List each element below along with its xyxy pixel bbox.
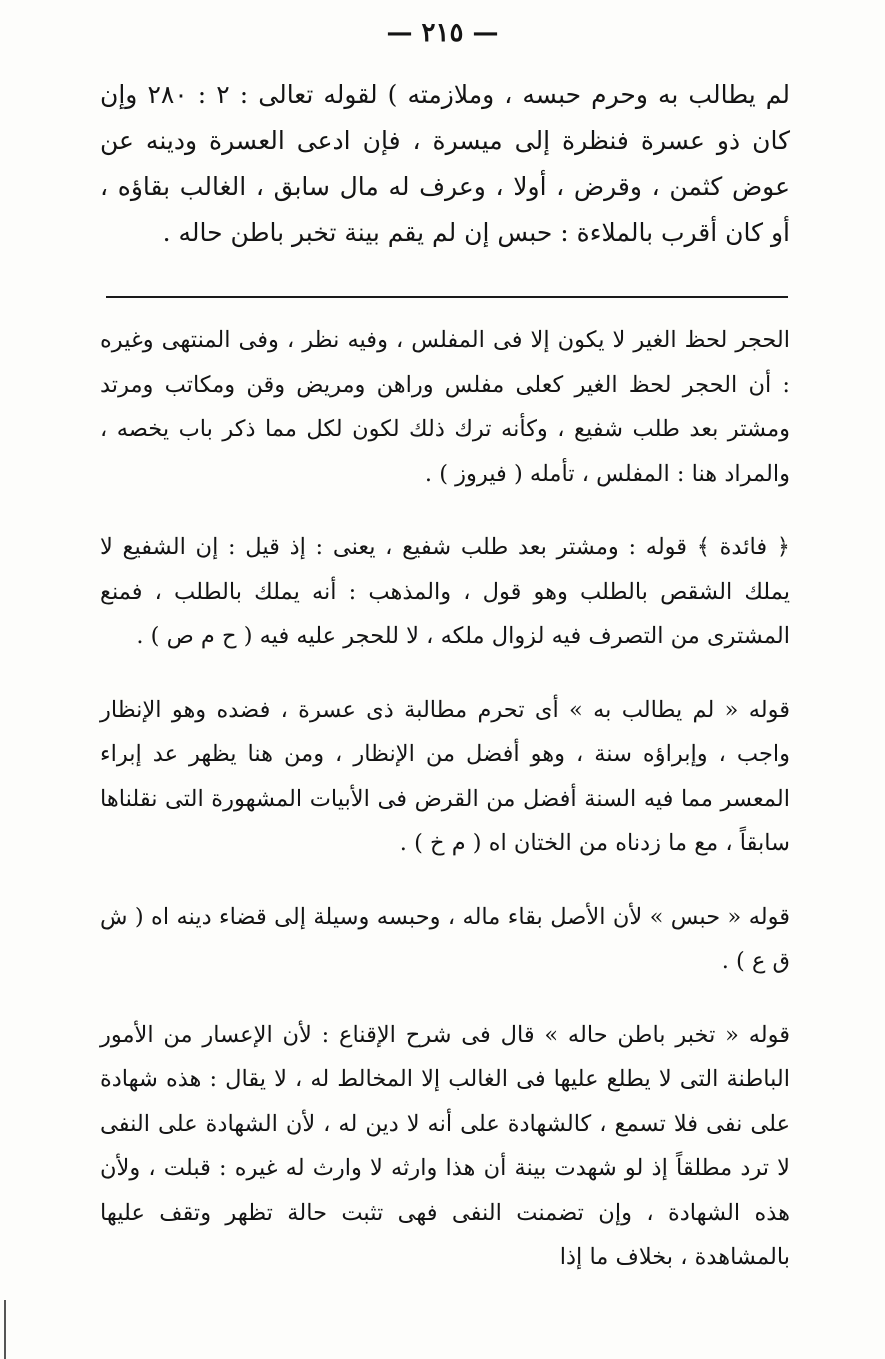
main-text: لم يطالب به وحرم حبسه ، وملازمته ) لقوله تعالى : ٢ : ٢٨٠ وإن كان ذو عسرة فنظرة إلى ميسرة ، فإن ادعى العسرة ودينه عن عوض كثمن ، وقرض ، أولا ، وعرف له مال سابق ، الغالب بقاؤه ، أو كان أقرب بالملاءة : حبس إن لم يقم بينة تخبر باطن حاله .	[100, 80, 790, 247]
commentary-paragraph-3: قوله « لم يطالب به » أى تحرم مطالبة ذى عسرة ، فضده وهو الإنظار واجب ، وإبراؤه سنة ، وهو أفضل من الإنظار ، ومن هنا يظهر عد إبراء المعسر مما فيه السنة أفضل من القرض فى الأبيات المشهورة التى نقلناها سابقاً ، مع ما زدناه من الختان اه ( م خ ) .	[100, 696, 790, 856]
page-number: — ٢١٥ —	[386, 18, 499, 48]
scan-edge-mark	[4, 1300, 6, 1359]
footnote-divider	[106, 296, 788, 298]
commentary-paragraph-4: قوله « حبس » لأن الأصل بقاء ماله ، وحبسه وسيلة إلى قضاء دينه اه ( ش ق ع ) .	[100, 903, 790, 974]
commentary-paragraph-5: قوله « تخبر باطن حاله » قال فى شرح الإقناع : لأن الإعسار من الأمور الباطنة التى لا يطلع عليها فى الغالب إلا المخالط له ، لا يقال : هذه شهادة على نفى فلا تسمع ، كالشهادة على أنه لا دين له ، لأن الشهادة على النفى لا ترد مطلقاً إذ لو شهدت بينة أن هذا وارثه لا وارث له غيره : قبلت ، ولأن هذه الشهادة ، وإن تضمنت النفى فهى تثبت حالة تظهر وتقف عليها بالمشاهدة ، بخلاف ما إذا	[100, 1021, 790, 1270]
commentary-paragraph-1: الحجر لحظ الغير لا يكون إلا فى المفلس ، وفيه نظر ، وفى المنتهى وغيره : أن الحجر لحظ الغير كعلى مفلس وراهن ومريض وقن ومكاتب ومرتد ومشتر بعد طلب شفيع ، وكأنه ترك ذلك لكون لكل مما ذكر باب يخصه ، والمراد هنا : المفلس ، تأمله ( فيروز ) .	[100, 327, 790, 487]
commentary-section	[100, 318, 790, 1309]
commentary-paragraph-2: ﴿ فائدة ﴾ قوله : ومشتر بعد طلب شفيع ، يعنى : إذ قيل : إن الشفيع لا يملك الشقص بالطلب وهو قول ، والمذهب : أنه يملك بالطلب ، فمنع المشترى من التصرف فيه لزوال ملكه ، لا للحجر عليه فيه ( ح م ص ) .	[100, 534, 790, 649]
